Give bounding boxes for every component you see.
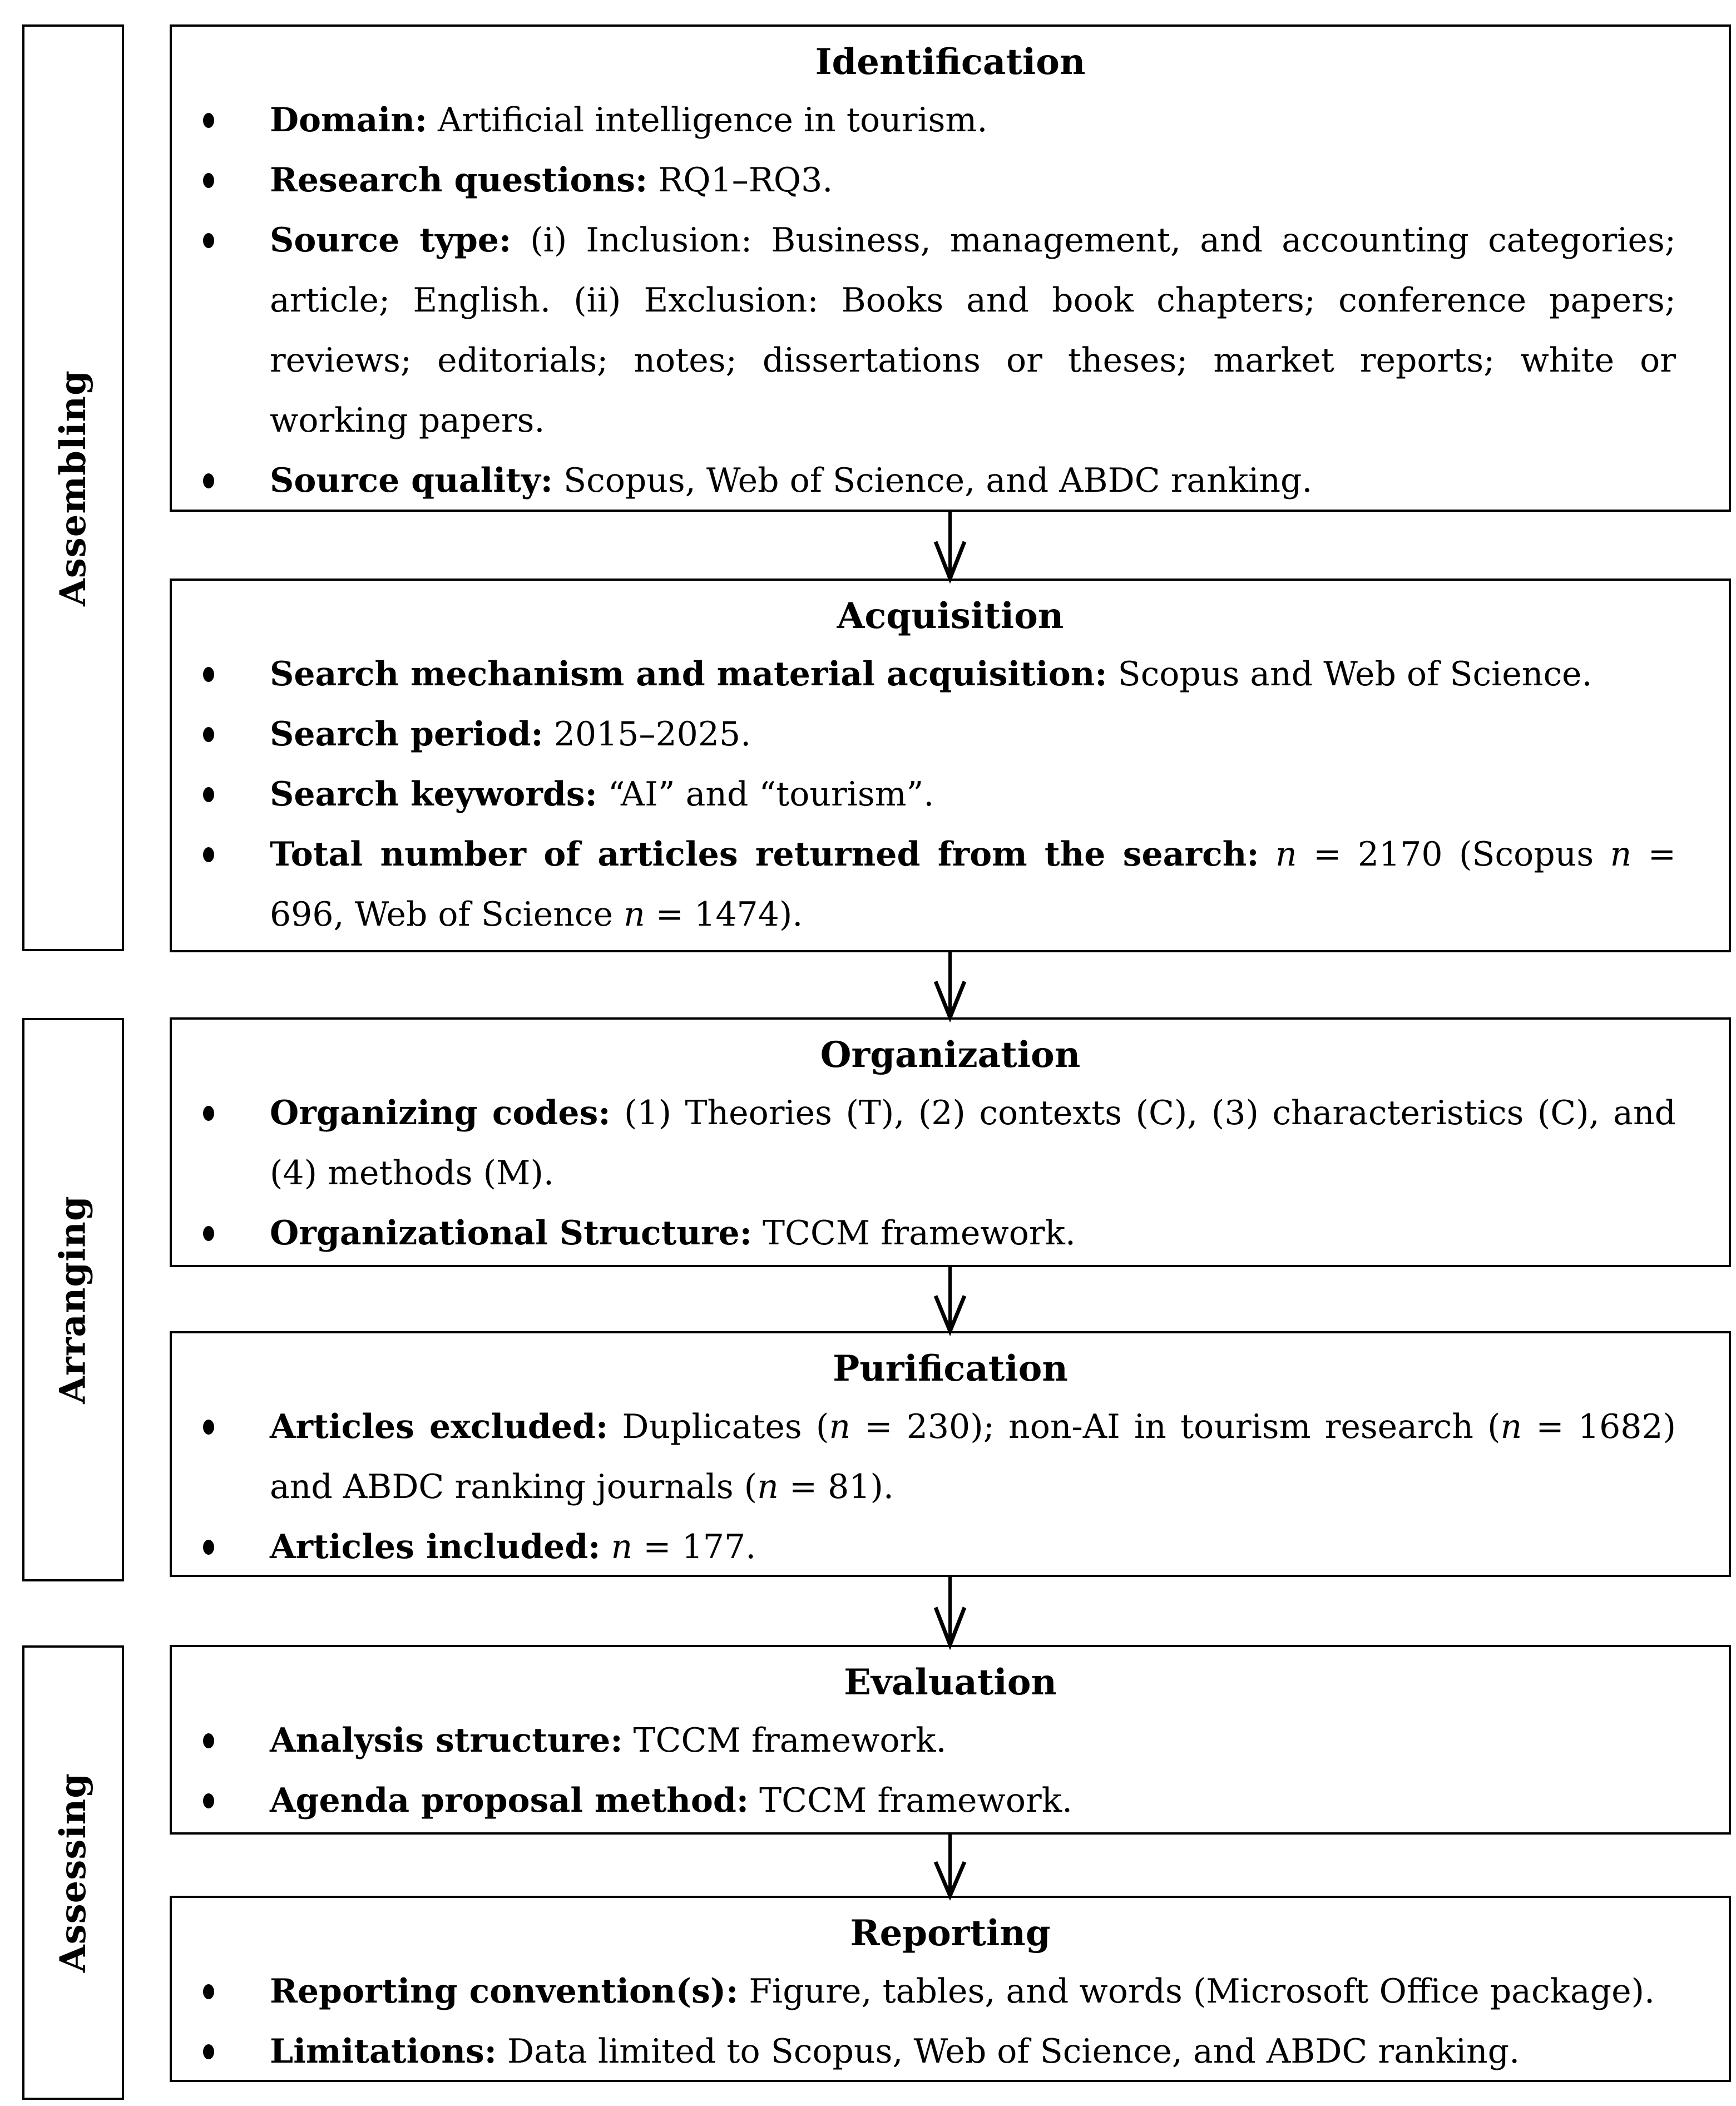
stage-label-assembling: Assembling [52,369,94,606]
bullet-list-reporting [172,1961,1729,2082]
flow-box-organization [170,1017,1731,1267]
bullet-list-identification [172,90,1729,511]
bullet-list-purification [172,1397,1729,1577]
bullet-item: Source type: (i) Inclusion: Business, management, and accounting categories; article; English. (ii) Exclusion: Books and book chapters; conference papers; reviews; editorials; notes; dissertations or theses; market reports; white or working papers. [172,210,1729,451]
down-arrow-icon [928,1576,972,1646]
bullet-item: Organizing codes: (1) Theories (T), (2) contexts (C), (3) characteristics (C), and (4) methods (M). [172,1083,1729,1203]
box-title-acquisition: Acquisition [837,595,1064,637]
bullet-item: Agenda proposal method: TCCM framework. [172,1771,1729,1831]
bullet-item: Reporting convention(s): Figure, tables, and words (Microsoft Office package). [172,1961,1729,2021]
down-arrow-icon [928,1833,972,1897]
stage-label-assessing: Assessing [52,1772,94,1973]
bullet-list-organization [172,1083,1729,1263]
bullet-item: Domain: Artificial intelligence in tourism. [172,90,1729,150]
bullet-item: Source quality: Scopus, Web of Science, and ABDC ranking. [172,451,1729,511]
bullet-item: Articles excluded: Duplicates (n = 230); non-AI in tourism research (n = 1682) and ABDC ranking journals (n = 81). [172,1397,1729,1517]
down-arrow-icon [928,951,972,1019]
bullet-item: Articles included: n = 177. [172,1517,1729,1577]
bullet-item: Total number of articles returned from the search: n = 2170 (Scopus n = 696, Web of Science n = 1474). [172,824,1729,945]
stage-label-arranging: Arranging [52,1195,94,1404]
bullet-item: Organizational Structure: TCCM framework. [172,1203,1729,1263]
flow-box-identification [170,24,1731,512]
stage-box-assembling [22,24,124,951]
down-arrow-icon [928,1266,972,1332]
bullet-item: Analysis structure: TCCM framework. [172,1710,1729,1771]
box-title-purification: Purification [833,1348,1068,1390]
bullet-item: Limitations: Data limited to Scopus, Web of Science, and ABDC ranking. [172,2021,1729,2082]
box-title-reporting: Reporting [850,1912,1051,1954]
bullet-item: Search mechanism and material acquisition: Scopus and Web of Science. [172,644,1729,704]
flow-box-evaluation [170,1645,1731,1835]
bullet-item: Search period: 2015–2025. [172,704,1729,764]
stage-box-arranging [22,1018,124,1581]
bullet-item: Research questions: RQ1–RQ3. [172,150,1729,210]
stage-box-assessing [22,1645,124,2100]
bullet-list-evaluation [172,1710,1729,1831]
box-title-identification: Identification [815,41,1086,83]
flow-box-reporting [170,1896,1731,2082]
bullet-list-acquisition [172,644,1729,945]
flow-box-purification [170,1331,1731,1577]
box-title-evaluation: Evaluation [844,1662,1057,1703]
down-arrow-icon [928,511,972,580]
box-title-organization: Organization [820,1034,1081,1076]
flow-box-acquisition [170,579,1731,952]
bullet-item: Search keywords: “AI” and “tourism”. [172,764,1729,824]
